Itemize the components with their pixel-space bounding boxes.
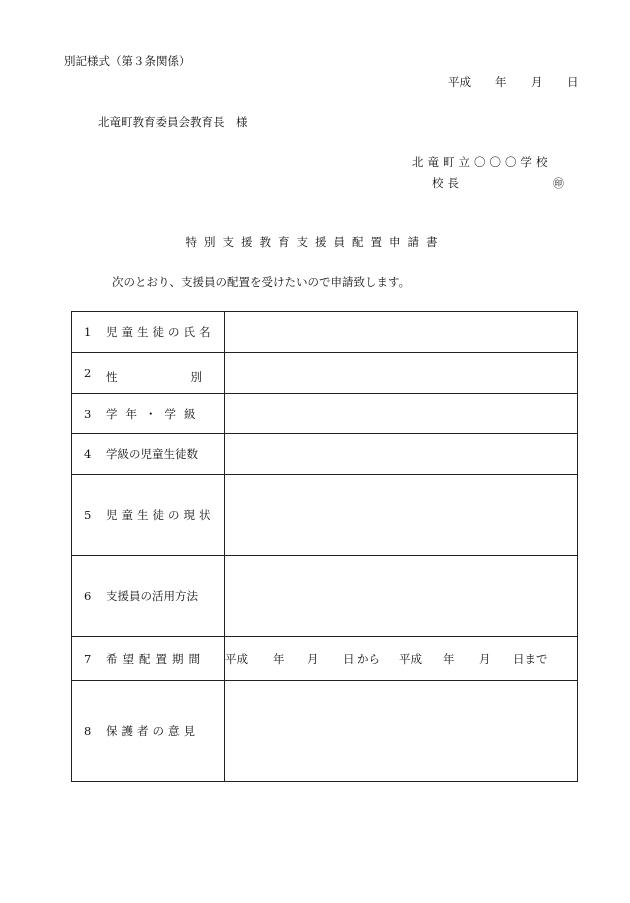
row-number: 8: [84, 724, 92, 738]
row-label: [72, 475, 225, 556]
row-label-text: 学級の児童生徒数: [106, 447, 198, 461]
period-month-end: 月: [479, 651, 491, 666]
period-day-start: 日: [343, 651, 355, 666]
table-row: [72, 353, 578, 394]
date-month: 月: [531, 75, 543, 89]
row-label-text: 児童生徒の現状: [106, 508, 215, 522]
table-row: [72, 312, 578, 353]
row-number: 7: [84, 651, 92, 666]
table-row: [72, 475, 578, 556]
row-label-text: 別: [190, 370, 202, 384]
table-row: [72, 434, 578, 475]
application-form-table: [71, 311, 578, 782]
row-label: [72, 312, 225, 353]
row-label: [72, 556, 225, 637]
period-month-start: 月: [307, 651, 319, 666]
row-label: [72, 637, 225, 681]
row-label: [72, 434, 225, 475]
period-year-end: 年: [443, 651, 455, 666]
date-day: 日: [567, 75, 579, 89]
period-era-end: 平成: [399, 651, 422, 666]
desired-period-field[interactable]: [225, 637, 578, 681]
period-era-start: 平成: [225, 651, 248, 666]
period-from: から: [357, 651, 380, 666]
table-row: [72, 681, 578, 782]
period-year-start: 年: [273, 651, 285, 666]
table-row: [72, 556, 578, 637]
row-label-text: 希望配置期間: [106, 651, 205, 666]
row-number: 2: [84, 366, 92, 380]
row-label-text: 学年・学級: [106, 406, 204, 421]
document-title: 特別支援教育支援員配置申請書: [185, 235, 445, 249]
date-era: 平成: [448, 75, 471, 89]
class-student-count-field[interactable]: [225, 434, 578, 475]
table-row: [72, 637, 578, 681]
addressee: 北竜町教育委員会教育長 様: [98, 115, 248, 129]
row-label: [72, 394, 225, 434]
period-day-end: 日まで: [513, 651, 548, 666]
school-name: 北竜町立〇〇〇学校: [412, 155, 552, 169]
table-row: [72, 394, 578, 434]
date-year: 年: [495, 75, 507, 89]
grade-class-field[interactable]: [225, 394, 578, 434]
form-reference: 別記様式（第３条関係）: [64, 54, 191, 68]
row-label-text: 性: [106, 370, 118, 384]
row-number: 6: [84, 589, 92, 603]
seal-mark: ㊞: [553, 177, 564, 190]
student-name-field[interactable]: [225, 312, 578, 353]
supporter-usage-field[interactable]: [225, 556, 578, 637]
row-number: 4: [84, 447, 92, 461]
row-label-text: 児童生徒の氏名: [106, 325, 215, 339]
row-label: [72, 681, 225, 782]
intro-text: 次のとおり、支援員の配置を受けたいので申請致します。: [112, 275, 411, 289]
principal-label: 校長: [432, 176, 463, 190]
row-number: 1: [84, 325, 92, 339]
gender-field[interactable]: [225, 353, 578, 394]
row-label: [72, 353, 225, 394]
row-label-text: 保護者の意見: [106, 724, 199, 738]
row-label-text: 支援員の活用方法: [106, 589, 198, 603]
student-status-field[interactable]: [225, 475, 578, 556]
row-number: 5: [84, 508, 92, 522]
guardian-opinion-field[interactable]: [225, 681, 578, 782]
row-number: 3: [84, 406, 92, 421]
application-date: [448, 74, 579, 90]
